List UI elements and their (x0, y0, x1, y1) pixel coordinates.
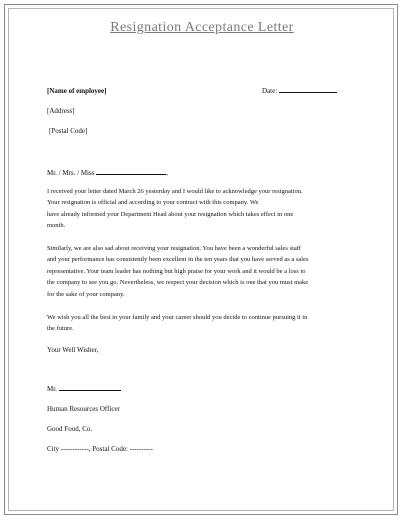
employee-name: [Name of employee] (47, 87, 107, 95)
signature-role: Human Resources Officer (47, 405, 120, 413)
address: [Address] (47, 107, 75, 115)
paragraph-line: Similarly, we are also sad about receiving your resignation. You have been a wonderful sales staff (47, 245, 301, 252)
postal-code: [Postal Code] (49, 127, 88, 135)
letter-title: Resignation Acceptance Letter (110, 20, 294, 35)
recipient-blank (96, 168, 166, 175)
date-label: Date: (262, 87, 278, 95)
signature-name (47, 384, 121, 395)
signature-blank (59, 384, 121, 391)
paragraph-line: We wish you all the best in your family and your career should you decide to continue pursuing it in (47, 314, 308, 321)
paragraph-line: have already informed your Department Head about your resignation which takes effect in one (47, 210, 294, 218)
date-field (262, 86, 337, 97)
paragraph-appreciation (47, 243, 367, 300)
paragraph-line: representative. Your team leader has nothing but high praise for your work and it would be a loss to (47, 267, 306, 275)
paragraph-line: the future. (47, 325, 74, 333)
paragraph-line: the company to see you go. Nevertheless, we respect your decision which is one that you must make (47, 279, 309, 287)
closing: Your Well Wisher, (47, 346, 99, 354)
salutation (47, 168, 168, 179)
date-blank (279, 86, 337, 93)
paragraph-acknowledgement (47, 186, 367, 232)
paragraph-line: I received your letter dated March 26 yesterday and I would like to acknowledge your resignation. (47, 188, 303, 195)
salutation-text: Mr. / Mrs. / Miss (47, 169, 95, 177)
paragraph-line: month. (47, 222, 66, 230)
signature-company: Good Food, Co. (47, 425, 93, 433)
signature-prefix: Mr. (47, 385, 57, 393)
signature-city-line: City ------------, Postal Code: ---------- (47, 445, 153, 453)
salutation-comma: , (166, 169, 168, 177)
paragraph-line: Your resignation is official and according to your contract with this company. We (47, 199, 259, 207)
paragraph-wishes (47, 312, 367, 335)
paragraph-line: and your performance has consistently been excellent in the ten years that you have served as a sales (47, 256, 309, 264)
paragraph-line: for the sake of your company. (47, 290, 125, 298)
